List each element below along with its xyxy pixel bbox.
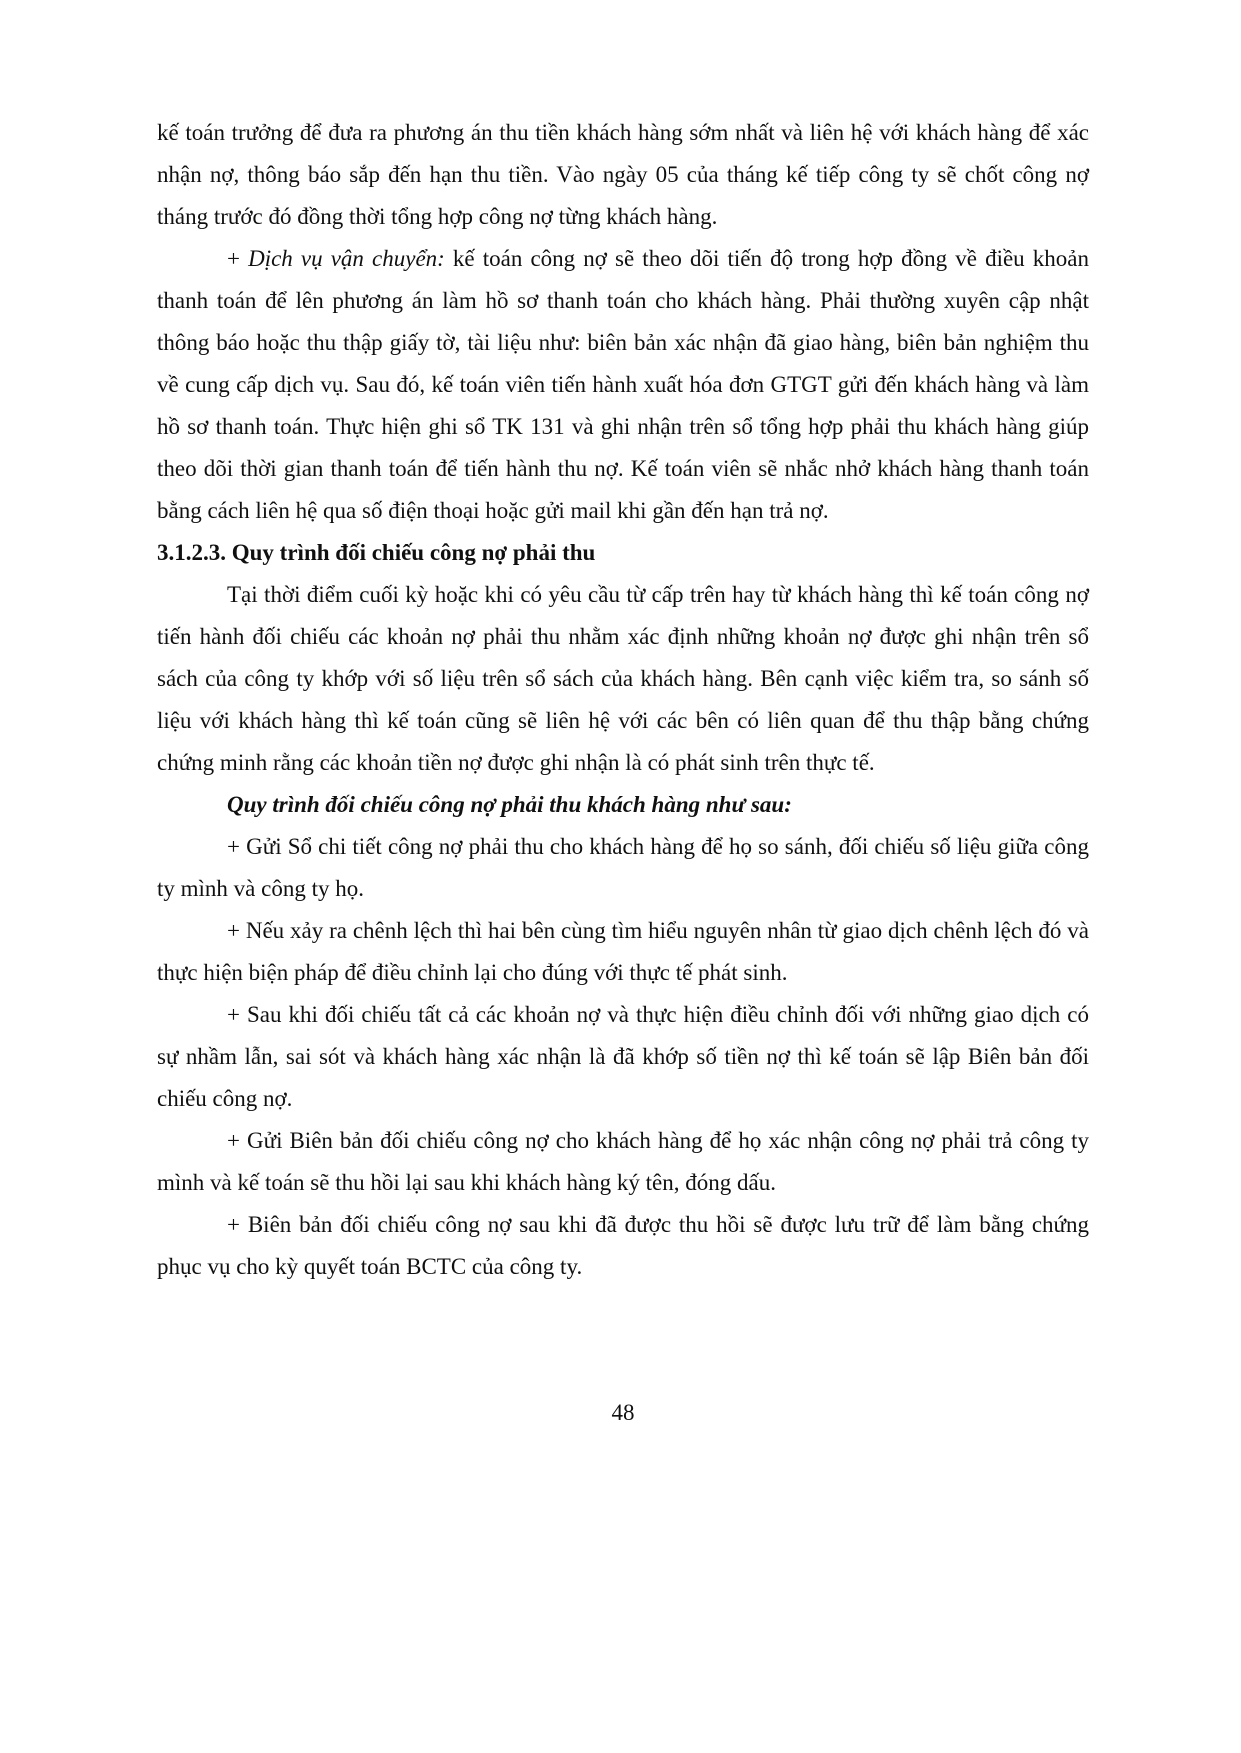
bullet-item: + Nếu xảy ra chênh lệch thì hai bên cùng tìm hiểu nguyên nhân từ giao dịch chênh lệch đó và thực hiện biện pháp để điều chỉnh lại cho đúng với thực tế phát sinh. bbox=[157, 918, 1089, 985]
paragraph-continuation: kế toán trưởng để đưa ra phương án thu tiền khách hàng sớm nhất và liên hệ với khách hàng để xác nhận nợ, thông báo sắp đến hạn thu tiền. Vào ngày 05 của tháng kế tiếp công ty sẽ chốt công nợ tháng trước đó đồng thời tổng hợp công nợ từng khách hàng. bbox=[157, 120, 1089, 229]
process-heading: Quy trình đối chiếu công nợ phải thu khách hàng như sau: bbox=[227, 792, 792, 817]
section-heading: 3.1.2.3. Quy trình đối chiếu công nợ phải thu bbox=[157, 540, 596, 565]
paragraph-body: kế toán công nợ sẽ theo dõi tiến độ trong hợp đồng về điều khoản thanh toán để lên phương án làm hồ sơ thanh toán cho khách hàng. Phải thường xuyên cập nhật thông báo hoặc thu thập giấy tờ, tài liệu như: biên bản xác nhận đã giao hàng, biên bản nghiệm thu về cung cấp dịch vụ. Sau đó, kế toán viên tiến hành xuất hóa đơn GTGT gửi đến khách hàng và làm hồ sơ thanh toán. Thực hiện ghi sổ TK 131 và ghi nhận trên sổ tổng hợp phải thu khách hàng giúp theo dõi thời gian thanh toán để tiến hành thu nợ. Kế toán viên sẽ nhắc nhở khách hàng thanh toán bằng cách liên hệ qua số điện thoại hoặc gửi mail khi gần đến hạn trả nợ. bbox=[157, 246, 1089, 523]
page-number: 48 bbox=[611, 1400, 635, 1425]
bullet-marker: + bbox=[227, 246, 249, 271]
bullet-item: + Gửi Biên bản đối chiếu công nợ cho khách hàng để họ xác nhận công nợ phải trả công ty mình và kế toán sẽ thu hồi lại sau khi khách hàng ký tên, đóng dấu. bbox=[157, 1128, 1089, 1195]
bullet-item: + Gửi Sổ chi tiết công nợ phải thu cho khách hàng để họ so sánh, đối chiếu số liệu giữa công ty mình và công ty họ. bbox=[157, 834, 1089, 901]
paragraph-lead-italic: Dịch vụ vận chuyển: bbox=[248, 246, 445, 271]
paragraph-section-intro: Tại thời điểm cuối kỳ hoặc khi có yêu cầu từ cấp trên hay từ khách hàng thì kế toán công nợ tiến hành đối chiếu các khoản nợ phải thu nhằm xác định những khoản nợ được ghi nhận trên sổ sách của công ty khớp với số liệu trên sổ sách của khách hàng. Bên cạnh việc kiểm tra, so sánh số liệu với khách hàng thì kế toán cũng sẽ liên hệ với các bên có liên quan để thu thập bằng chứng chứng minh rằng các khoản tiền nợ được ghi nhận là có phát sinh trên thực tế. bbox=[157, 582, 1089, 775]
paragraph-shipping-service bbox=[157, 238, 1089, 532]
bullet-item: + Biên bản đối chiếu công nợ sau khi đã được thu hồi sẽ được lưu trữ để làm bằng chứng phục vụ cho kỳ quyết toán BCTC của công ty. bbox=[157, 1212, 1089, 1279]
bullet-item: + Sau khi đối chiếu tất cả các khoản nợ và thực hiện điều chỉnh đối với những giao dịch có sự nhầm lẫn, sai sót và khách hàng xác nhận là đã khớp số tiền nợ thì kế toán sẽ lập Biên bản đối chiếu công nợ. bbox=[157, 1002, 1089, 1111]
